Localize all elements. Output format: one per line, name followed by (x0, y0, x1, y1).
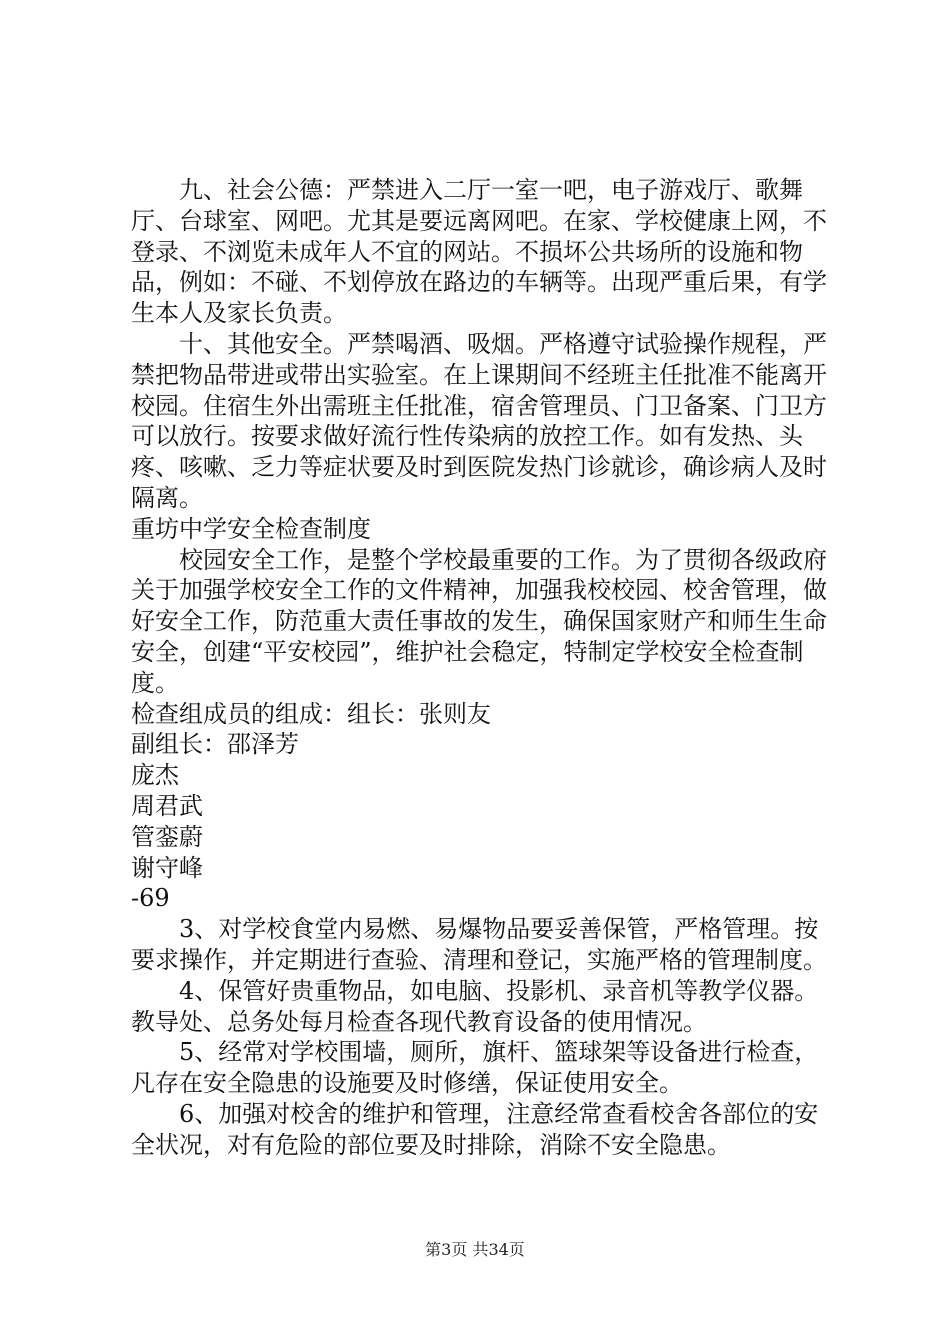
document-body (131, 175, 831, 1161)
paragraph-item-3: 3、对学校食堂内易燃、易爆物品要妥善保管，严格管理。按要求操作，并定期进行查验、清理和登记，实施严格的管理制度。 (131, 915, 827, 974)
page-fragment-number: -69 (131, 884, 170, 913)
paragraph-other-safety: 十、其他安全。严禁喝酒、吸烟。严格遵守试验操作规程，严禁把物品带进或带出实验室。在上课期间不经班主任批准不能离开校园。住宿生外出需班主任批准，宿舍管理员、门卫备案、门卫方可以放行。按要求做好流行性传染病的放控工作。如有发热、头疼、咳嗽、乏力等症状要及时到医院发热门诊就诊，确诊病人及时隔离。 (131, 329, 827, 512)
paragraph-item-4: 4、保管好贵重物品，如电脑、投影机、录音机等教学仪器。教导处、总务处每月检查各现代教育设备的使用情况。 (131, 976, 819, 1036)
inspection-team-deputy: 副组长：邵泽芳 (131, 730, 299, 759)
paragraph-campus-safety: 校园安全工作，是整个学校最重要的工作。为了贯彻各级政府关于加强学校安全工作的文件精神，加强我校校园、校舍管理，做好安全工作，防范重大责任事故的发生，确保国家财产和师生生命安全，创建“平安校园”，维护社会稳定，特制定学校安全检查制度。 (131, 545, 827, 697)
paragraph-item-6: 6、加强对校舍的维护和管理，注意经常查看校舍各部位的安全状况，对有危险的部位要及时排除，消除不安全隐患。 (131, 1099, 819, 1159)
inspection-team-leader: 检查组成员的组成：组长：张则友 (131, 699, 491, 728)
section-title: 重坊中学安全检查制度 (131, 514, 371, 543)
paragraph-social-ethics: 九、社会公德：严禁进入二厅一室一吧，电子游戏厅、歌舞厅、台球室、网吧。尤其是要远离网吧。在家、学校健康上网，不登录、不浏览未成年人不宜的网站。不损坏公共场所的设施和物品，例如：不碰、不划停放在路边的车辆等。出现严重后果，有学生本人及家长负责。 (131, 176, 827, 328)
page-footer: 第3页 共34页 (425, 1240, 525, 1259)
inspection-team-member: 庞杰 (131, 761, 179, 790)
inspection-team-member: 管銮蔚 (131, 822, 203, 851)
inspection-team-member: 周君武 (131, 791, 203, 820)
inspection-team-member: 谢守峰 (131, 853, 203, 882)
paragraph-item-5: 5、经常对学校围墙，厕所，旗杆、篮球架等设备进行检查，凡存在安全隐患的设施要及时修缮，保证使用安全。 (131, 1038, 819, 1098)
